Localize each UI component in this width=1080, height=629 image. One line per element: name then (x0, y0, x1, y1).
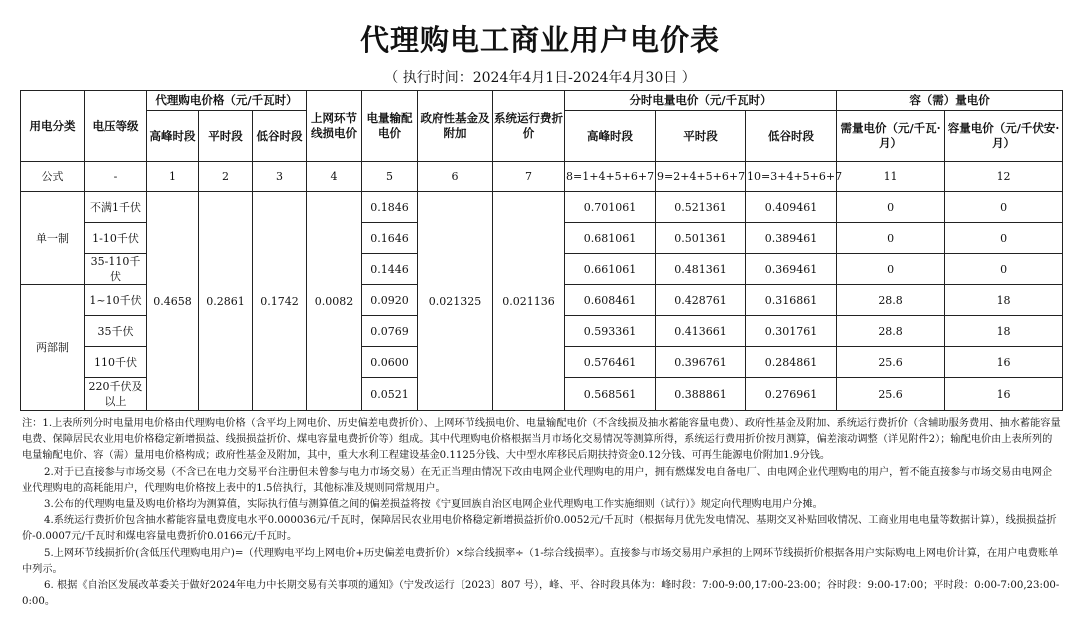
formula-cell: 12 (945, 162, 1063, 192)
formula-cell: 2 (199, 162, 253, 192)
tou-flat-cell: 0.428761 (656, 285, 746, 316)
voltage-cell: 35-110千伏 (85, 254, 147, 285)
shared-peak: 0.4658 (147, 192, 199, 411)
tou-flat-cell: 0.388861 (656, 378, 746, 411)
tou-flat-cell: 0.501361 (656, 223, 746, 254)
header-demand-price: 需量电价（元/千瓦·月） (837, 111, 945, 162)
voltage-cell: 1-10千伏 (85, 223, 147, 254)
formula-cell: - (85, 162, 147, 192)
shared-line-loss: 0.0082 (307, 192, 362, 411)
header-voltage: 电压等级 (85, 91, 147, 162)
tou-flat-cell: 0.413661 (656, 316, 746, 347)
voltage-cell: 110千伏 (85, 347, 147, 378)
capacity-cell: 0 (945, 192, 1063, 223)
tou-peak-cell: 0.568561 (565, 378, 656, 411)
header-transmission: 电量输配电价 (362, 91, 418, 162)
tou-peak-cell: 0.701061 (565, 192, 656, 223)
page-title: 代理购电工商业用户电价表 (359, 23, 720, 57)
header-category: 用电分类 (21, 91, 85, 162)
tou-peak-cell: 0.681061 (565, 223, 656, 254)
note-2: 2.对于已直接参与市场交易（不含已在电力交易平台注册但未曾参与电力市场交易）在无正当理由情况下改由电网企业代理购电的用户，拥有燃煤发电自备电厂、由电网企业代理购电的用户，暂不能直接参与市场交易由电网企业代理购电的高耗能用户，代理购电价格按上表中的1.5倍执行，其他标准及规则同常规用户。 (22, 466, 1053, 494)
demand-cell: 28.8 (837, 285, 945, 316)
tou-valley-cell: 0.389461 (746, 223, 837, 254)
header-tou-price: 分时电量电价（元/千瓦时） (565, 91, 837, 111)
tou-valley-cell: 0.276961 (746, 378, 837, 411)
formula-row (21, 162, 1063, 192)
capacity-cell: 0 (945, 223, 1063, 254)
formula-cell: 3 (253, 162, 307, 192)
header-capacity-price: 容量电价（元/千伏安·月） (945, 111, 1063, 162)
note-4: 4.系统运行费折价包含抽水蓄能容量电费度电水平0.000036元/千瓦时，保障居民农业用电价格稳定新增损益折价0.0052元/千瓦时（根据每月优先发电情况、基期交叉补贴回收情况、工商业用电电量等数据计算），线损损益折价-0.0007元/千瓦时和煤电容量电费折价0.0166元/千瓦时。 (22, 515, 1057, 543)
voltage-cell: 1~10千伏 (85, 285, 147, 316)
note-6: 6. 根据《自治区发展改革委关于做好2024年电力中长期交易有关事项的通知》（宁发改运行〔2023〕807 号），峰、平、谷时段具体为：峰时段：7:00-9:00,17:00-23:00；谷时段：9:00-17:00；平时段：0:00-7:00,23:00-0:00。 (22, 580, 1060, 608)
header-tou-peak: 高峰时段 (565, 111, 656, 162)
transmission-cell: 0.1846 (362, 192, 418, 223)
shared-flat: 0.2861 (199, 192, 253, 411)
tou-peak-cell: 0.576461 (565, 347, 656, 378)
tou-valley-cell: 0.316861 (746, 285, 837, 316)
header-valley: 低谷时段 (253, 111, 307, 162)
transmission-cell: 0.0600 (362, 347, 418, 378)
demand-cell: 25.6 (837, 378, 945, 411)
tou-peak-cell: 0.661061 (565, 254, 656, 285)
transmission-cell: 0.1646 (362, 223, 418, 254)
header-capacity: 容（需）量电价 (837, 91, 1063, 111)
tou-valley-cell: 0.301761 (746, 316, 837, 347)
note-5: 5.上网环节线损折价(含低压代理购电用户)=（代理购电平均上网电价+历史偏差电费折价）×综合线损率÷（1-综合线损率）。直接参与市场交易用户承担的上网环节线损折价根据各用户实际购电上网电价计算，在用户电费账单中列示。 (22, 547, 1059, 575)
transmission-cell: 0.0920 (362, 285, 418, 316)
shared-fund: 0.021325 (418, 192, 493, 411)
tou-peak-cell: 0.593361 (565, 316, 656, 347)
formula-cell: 8=1+4+5+6+7 (565, 162, 656, 192)
capacity-cell: 16 (945, 347, 1063, 378)
tou-valley-cell: 0.369461 (746, 254, 837, 285)
header-system-cost: 系统运行费折价 (493, 91, 565, 162)
capacity-cell: 16 (945, 378, 1063, 411)
capacity-cell: 18 (945, 285, 1063, 316)
formula-cell: 6 (418, 162, 493, 192)
header-flat: 平时段 (199, 111, 253, 162)
formula-cell: 7 (493, 162, 565, 192)
tou-valley-cell: 0.409461 (746, 192, 837, 223)
group-name-two-part: 两部制 (21, 285, 85, 411)
notes-section (22, 416, 1062, 610)
header-peak: 高峰时段 (147, 111, 199, 162)
demand-cell: 28.8 (837, 316, 945, 347)
header-line-loss: 上网环节线损电价 (307, 91, 362, 162)
formula-cell: 1 (147, 162, 199, 192)
capacity-cell: 18 (945, 316, 1063, 347)
note-1: 注：1.上表所列分时电量用电价格由代理购电价格（含平均上网电价、历史偏差电费折价）、上网环节线损电价、电量输配电价（不含线损及抽水蓄能容量电费）、政府性基金及附加、系统运行费折价（含辅助服务费用、抽水蓄能容量电费、保障居民农业用电价格稳定新增损益、线损损益折价、煤电容量电费折价等）组成。其中代理购电价格根据当月市场化交易情况等测算所得，系统运行费用折价按月测算，偏差滚动调整（详见附件2）；输配电价由上表所列的电量输配电价、容（需）量用电价格构成；政府性基金及附加，其中，重大水利工程建设基金0.1125分钱、大中型水库移民后期扶持资金0.12分钱、可再生能源电价附加1.9分钱。 (22, 418, 1061, 462)
note-3: 3.公布的代理购电量及购电价格均为测算值，实际执行值与测算值之间的偏差损益将按《宁夏回族自治区电网企业代理购电工作实施细则（试行）》规定向代理购电用户分摊。 (44, 499, 823, 511)
voltage-cell: 35千伏 (85, 316, 147, 347)
voltage-cell: 220千伏及以上 (85, 378, 147, 411)
header-agency-price: 代理购电价格（元/千瓦时） (147, 91, 307, 111)
formula-cell: 4 (307, 162, 362, 192)
tou-valley-cell: 0.284861 (746, 347, 837, 378)
voltage-cell: 不满1千伏 (85, 192, 147, 223)
tou-flat-cell: 0.521361 (656, 192, 746, 223)
demand-cell: 25.6 (837, 347, 945, 378)
transmission-cell: 0.0769 (362, 316, 418, 347)
demand-cell: 0 (837, 223, 945, 254)
table-row (21, 192, 1063, 223)
transmission-cell: 0.0521 (362, 378, 418, 411)
page-subtitle: （ 执行时间：2024年4月1日-2024年4月30日 ） (384, 70, 696, 86)
header-tou-flat: 平时段 (656, 111, 746, 162)
transmission-cell: 0.1446 (362, 254, 418, 285)
shared-system-cost: 0.021136 (493, 192, 565, 411)
capacity-cell: 0 (945, 254, 1063, 285)
demand-cell: 0 (837, 254, 945, 285)
header-fund: 政府性基金及附加 (418, 91, 493, 162)
formula-cell: 10=3+4+5+6+7 (746, 162, 837, 192)
group-name-single: 单一制 (21, 192, 85, 285)
tou-peak-cell: 0.608461 (565, 285, 656, 316)
header-tou-valley: 低谷时段 (746, 111, 837, 162)
formula-cell: 9=2+4+5+6+7 (656, 162, 746, 192)
price-table (20, 90, 1063, 411)
formula-cell: 公式 (21, 162, 85, 192)
formula-cell: 5 (362, 162, 418, 192)
formula-cell: 11 (837, 162, 945, 192)
tou-flat-cell: 0.481361 (656, 254, 746, 285)
demand-cell: 0 (837, 192, 945, 223)
shared-valley: 0.1742 (253, 192, 307, 411)
tou-flat-cell: 0.396761 (656, 347, 746, 378)
